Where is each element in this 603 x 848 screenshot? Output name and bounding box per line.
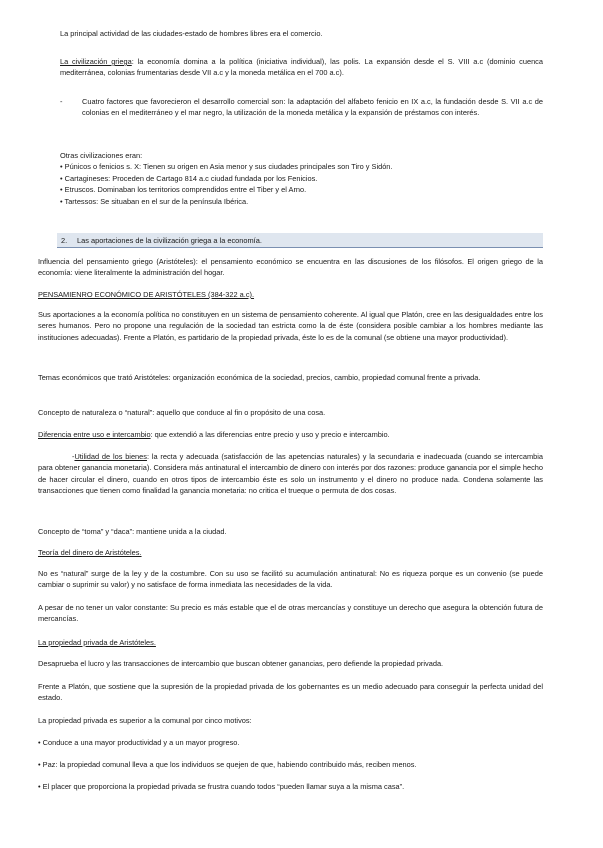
intro-paragraph: La principal actividad de las ciudades-estado de hombres libres era el comercio. (60, 29, 323, 38)
nature-concept-paragraph: Concepto de naturaleza o “natural”: aquello que conduce al fin o propósito de una cosa. (38, 408, 326, 417)
section-heading-bar (57, 233, 543, 248)
contributions-paragraph: Sus aportaciones a la economía política no constituyen en un sistema de pensamiento coherente. Al igual que Platón, cree en las desigualdades entre los seres humanos. Pero no propone una regulación de la sociedad tan estricta como la de éste (considera posible cambiar a los hombres mediante las instituciones adecuadas). Frente a Platón, es partidario de la propiedad privada, éste lo es de la comunal (se obtiene una mayor productividad). (38, 310, 543, 342)
goods-use-label: Utilidad de los bienes (74, 452, 147, 461)
greek-civilization-paragraph (60, 56, 543, 79)
list-item: • El placer que proporciona la propiedad privada se frustra cuando todos “pueden llamar suya a la misma casa”. (38, 782, 405, 791)
other-civilizations-list (60, 150, 543, 207)
other-civilizations-title: Otras civilizaciones eran: (60, 151, 143, 160)
list-item: • Paz: la propiedad comunal lleva a que los individuos se quejen de que, habiendo contribuido más, reciben menos. (38, 760, 417, 769)
private-property-heading: La propiedad privada de Aristóteles. (38, 638, 156, 647)
private-property-paragraph-3: La propiedad privada es superior a la comunal por cinco motivos: (38, 716, 252, 725)
money-theory-heading: Teoría del dinero de Aristóteles. (38, 548, 142, 557)
use-exchange-text: : que extendió a las diferencias entre precio y uso y precio e intercambio. (150, 430, 390, 439)
influence-paragraph: Influencia del pensamiento griego (Aristóteles): el pensamiento económico se encuentra en las discusiones de los filósofos. El origen griego de la economía: viene literalmente la administración del hogar. (38, 257, 543, 278)
goods-use-text: : la recta y adecuada (satisfacción de las apetencias naturales) y la secundaria e inadecuada (cuando se intercambia para obtener ganancia monetaria). Considera más antinatural el intercambio de dinero con interés por dos razones: produce ganancia por el simple hecho de hacer circular el dinero, cuando en otros tipos de intercambio éste es solo un instrumento y el dinero no produce nada. Condena solamente las transacciones que tienen como finalidad la ganancia monetaria: no critica el trueque o permuta de dos cosas. (38, 452, 543, 496)
list-item: • Cartagineses: Proceden de Cartago 814 a.c ciudad fundada por los Fenicios. (60, 173, 318, 183)
section-number: 2. (61, 236, 68, 245)
section-title: Las aportaciones de la civilización griega a la economía. (77, 236, 262, 245)
money-theory-paragraph-1: No es “natural” surge de la ley y de la costumbre. Con su uso se facilitó su acumulación antinatural: No es riqueza porque es un convenio (se puede cambiar o suprimir su valor) y no satisface de forma inmediata las necesidades de la vida. (38, 569, 543, 590)
money-theory-paragraph-2: A pesar de no tener un valor constante: Su precio es más estable que el de otras mercancías y constituye un derecho que asegura la obtención futura de mercancías. (38, 603, 543, 624)
list-item: • Etruscos. Dominaban los territorios comprendidos entre el Tiber y el Arno. (60, 185, 307, 195)
topics-paragraph: Temas económicos que trató Aristóteles: organización económica de la sociedad, precios, cambio, propiedad comunal frente a privada. (38, 373, 481, 382)
dash-marker: - (60, 97, 63, 106)
list-item: • Conduce a una mayor productividad y a un mayor progreso. (38, 738, 240, 747)
goods-use-prefix: - (72, 452, 75, 461)
use-exchange-paragraph (38, 429, 543, 440)
aristotle-heading: PENSAMIENRO ECONÓMICO DE ARISTÓTELES (384-322 a.c). (38, 290, 255, 299)
use-exchange-label: Diferencia entre uso e intercambio (38, 430, 151, 439)
list-item: • Púnicos o fenicios s. X: Tienen su origen en Asia menor y sus ciudades principales son Tiro y Sidón. (60, 162, 393, 172)
toma-daca-paragraph: Concepto de “toma” y “daca”: mantiene unida a la ciudad. (38, 527, 227, 536)
factors-text: Cuatro factores que favorecieron el desarrollo comercial son: la adaptación del alfabeto fenicio en IX a.c, la fundación desde S. VII a.c de colonias en el mediterráneo y el mar negro, la utilización de la moneda metálica y la expansión de préstamos con interés. (82, 97, 543, 118)
factors-list-item (60, 96, 543, 119)
goods-use-paragraph (38, 451, 543, 497)
private-property-paragraph-1: Desaprueba el lucro y las transacciones de intercambio que buscan obtener ganancias, pero defiende la propiedad privada. (38, 659, 444, 668)
private-property-paragraph-2: Frente a Platón, que sostiene que la supresión de la propiedad privada de los gobernantes es un medio adecuado para conseguir la perfecta unidad del estado. (38, 682, 543, 703)
greek-civilization-label: La civilización griega (60, 57, 132, 66)
greek-civilization-text: : la economía domina a la política (iniciativa individual), las polis. La expansión desde el S. VIII a.c (dominio cuenca mediterránea, colonias frumentarias desde VII a.c y la moneda metálica en el 700 a.c). (60, 57, 543, 78)
list-item: • Tartessos: Se situaban en el sur de la península Ibérica. (60, 196, 249, 206)
